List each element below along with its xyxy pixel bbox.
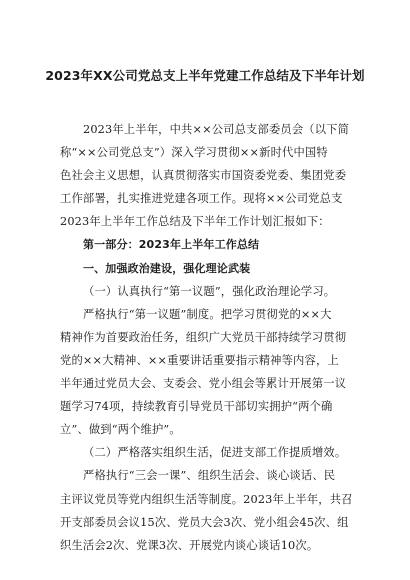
document-title: 2023年XX公司党总支上半年党建工作总结及下半年计划 xyxy=(45,68,365,83)
paragraph-first-topic-line-5: 题学习74项，持续教育引导党员干部切实拥护“两个确 xyxy=(60,400,333,414)
paragraph-first-topic-line-4: 半年通过党员大会、支委会、党小组会等累计开展第一议 xyxy=(60,377,347,391)
paragraph-first-topic-line-6: 立”、做到“两个维护”。 xyxy=(60,423,181,437)
paragraph-organization-line-4: 织生活会2次、党课3次、开展党内谈心谈话10次。 xyxy=(60,538,319,552)
document-body xyxy=(60,118,353,557)
paragraph-organization-line-2: 主评议党员等党内组织生活等制度。2023年上半年，共召 xyxy=(60,492,353,506)
paragraph-intro-line-3: 色社会主义思想，认真贯彻落实市国资委党委、集团党委 xyxy=(60,169,347,183)
paragraph-intro-line-4: 工作部署，扎实推进党建各项工作。现将××公司党总支 xyxy=(60,192,343,206)
paragraph-intro-line-1: 2023年上半年，中共××公司总支部委员会（以下简 xyxy=(83,123,350,136)
paragraph-first-topic-line-1: 严格执行“第一议题”制度。把学习贯彻党的××大 xyxy=(83,307,332,321)
section-one-heading: 一、加强政治建设，强化理论武装 xyxy=(83,261,251,275)
subsection-two-heading: （二）严格落实组织生活，促进支部工作提质增效。 xyxy=(83,446,347,460)
paragraph-first-topic-line-3: 党的××大精神、××重要讲话重要指示精神等内容，上 xyxy=(60,353,339,367)
paragraph-first-topic-line-2: 精神作为首要政治任务，组织广大党员干部持续学习贯彻 xyxy=(60,330,347,344)
paragraph-intro-line-5: 2023年上半年工作总结及下半年工作计划汇报如下： xyxy=(60,215,330,229)
paragraph-intro-line-2: 称“××公司党总支”）深入学习贯彻××新时代中国特 xyxy=(60,146,328,160)
paragraph-organization-line-1: 严格执行“三会一课”、组织生活会、谈心谈话、民 xyxy=(83,469,336,483)
subsection-one-heading: （一）认真执行“第一议题”，强化政治理论学习。 xyxy=(83,284,336,298)
part-one-heading: 第一部分：2023年上半年工作总结 xyxy=(83,238,260,252)
paragraph-organization-line-3: 开支部委员会议15次、党员大会3次、党小组会45次、组 xyxy=(60,515,349,529)
